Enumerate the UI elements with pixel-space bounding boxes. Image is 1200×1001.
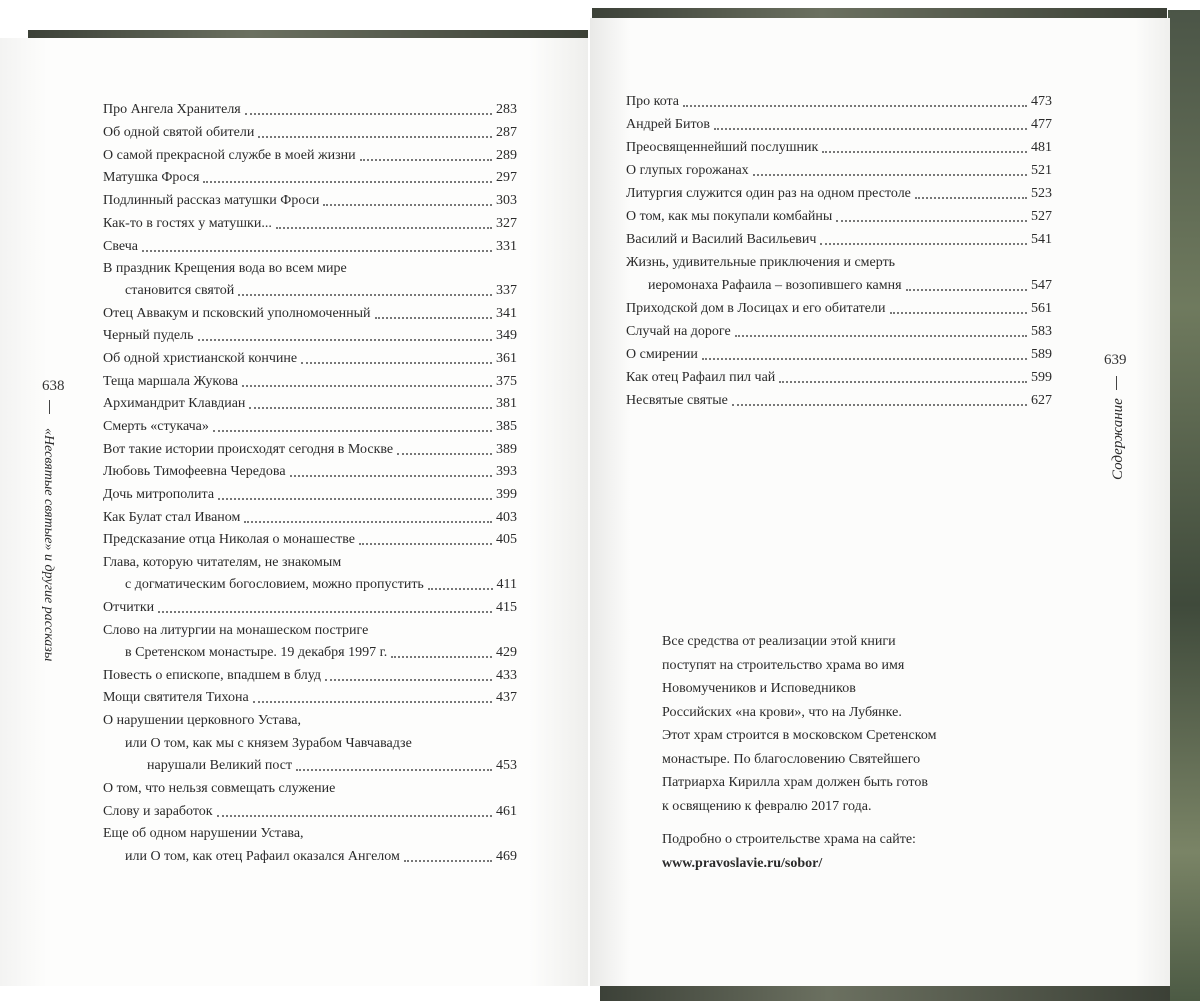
toc-leader bbox=[820, 243, 1027, 245]
toc-entry bbox=[626, 116, 1052, 134]
toc-page: 289 bbox=[496, 148, 517, 163]
toc-page: 349 bbox=[496, 328, 517, 343]
toc-title: Приходской дом в Лосицах и его обитатели bbox=[626, 301, 886, 316]
toc-leader bbox=[198, 339, 492, 341]
toc-leader bbox=[290, 475, 492, 477]
toc-leader bbox=[258, 136, 492, 138]
toc-page: 521 bbox=[1031, 163, 1052, 178]
toc-title: Несвятые святые bbox=[626, 393, 728, 408]
toc-leader bbox=[822, 151, 1027, 153]
toc-entry bbox=[103, 350, 517, 368]
toc-page: 453 bbox=[496, 758, 517, 773]
toc-leader bbox=[906, 289, 1027, 291]
left-page-number: 638 bbox=[42, 378, 65, 394]
toc-page: 481 bbox=[1031, 140, 1052, 155]
toc-leader bbox=[158, 611, 492, 613]
toc-title: В праздник Крещения вода во всем мире bbox=[103, 261, 347, 276]
toc-page: 389 bbox=[496, 442, 517, 457]
toc-page: 405 bbox=[496, 532, 517, 547]
left-margin-rule bbox=[49, 400, 50, 414]
toc-title-continued: или О том, как мы с князем Зурабом Чавчавадзе bbox=[125, 736, 412, 751]
toc-page: 433 bbox=[496, 668, 517, 683]
note-line: поступят на строительство храма во имя bbox=[662, 657, 905, 673]
toc-title: Любовь Тимофеевна Чередова bbox=[103, 464, 286, 479]
note-line: Новомучеников и Исповедников bbox=[662, 681, 856, 696]
note-line: Российских «на крови», что на Лубянке. bbox=[662, 704, 902, 720]
toc-leader bbox=[714, 128, 1027, 130]
toc-title: О том, как мы покупали комбайны bbox=[626, 209, 833, 224]
toc-page: 527 bbox=[1031, 209, 1052, 224]
toc-page: 381 bbox=[496, 396, 517, 411]
toc-leader bbox=[915, 197, 1027, 199]
toc-entry bbox=[626, 369, 1052, 387]
toc-title-continued: или О том, как отец Рафаил оказался Ангелом bbox=[125, 849, 400, 864]
toc-title: Еще об одном нарушении Устава, bbox=[103, 826, 304, 841]
toc-entry bbox=[626, 208, 1052, 226]
toc-entry bbox=[648, 277, 1052, 295]
toc-title: Жизнь, удивительные приключения и смерть bbox=[626, 255, 896, 270]
left-running-head: «Несвятые святые» и другие рассказы bbox=[41, 428, 56, 662]
toc-entry bbox=[103, 441, 517, 459]
toc-leader bbox=[253, 701, 492, 703]
toc-leader bbox=[890, 312, 1028, 314]
toc-entry bbox=[626, 162, 1052, 180]
toc-page: 415 bbox=[496, 600, 517, 615]
toc-title: Про Ангела Хранителя bbox=[103, 102, 241, 117]
toc-leader bbox=[360, 159, 492, 161]
toc-entry bbox=[103, 147, 517, 165]
toc-title: Отец Аввакум и псковский уполномоченный bbox=[103, 306, 371, 321]
toc-entry bbox=[103, 395, 517, 413]
toc-page: 385 bbox=[496, 419, 517, 434]
toc-title: Про кота bbox=[626, 94, 680, 109]
toc-leader bbox=[325, 679, 492, 681]
toc-page: 469 bbox=[496, 849, 517, 864]
toc-page: 473 bbox=[1031, 94, 1052, 109]
toc-title: Дочь митрополита bbox=[103, 487, 215, 502]
toc-leader bbox=[276, 227, 492, 229]
toc-leader bbox=[213, 430, 492, 432]
toc-leader bbox=[702, 358, 1027, 360]
toc-leader bbox=[296, 769, 492, 771]
toc-title-continued: Слову и заработок bbox=[103, 804, 213, 819]
toc-page: 561 bbox=[1031, 301, 1052, 316]
toc-leader bbox=[203, 181, 492, 183]
toc-page: 283 bbox=[496, 102, 517, 117]
toc-leader bbox=[249, 407, 492, 409]
toc-title: О том, что нельзя совмещать служение bbox=[103, 781, 336, 796]
toc-entry bbox=[626, 300, 1052, 318]
cover-edge-bottom bbox=[600, 984, 1170, 1001]
toc-entry bbox=[626, 93, 1052, 111]
toc-leader bbox=[242, 385, 492, 387]
toc-title: Преосвященнейший послушник bbox=[626, 140, 819, 155]
toc-title: О самой прекрасной службе в моей жизни bbox=[103, 148, 356, 163]
toc-title-continued: иеромонаха Рафаила – возопившего камня bbox=[648, 278, 902, 293]
toc-title: Василий и Василий Васильевич bbox=[626, 232, 817, 247]
right-margin-rule bbox=[1116, 376, 1117, 390]
toc-page: 361 bbox=[496, 351, 517, 366]
toc-page: 461 bbox=[496, 804, 517, 819]
toc-page: 411 bbox=[496, 577, 517, 592]
toc-page: 337 bbox=[496, 283, 517, 298]
note-line: Патриарха Кирилла храм должен быть готов bbox=[662, 775, 928, 790]
note-block bbox=[662, 630, 936, 875]
toc-title: Об одной святой обители bbox=[103, 125, 255, 140]
toc-entry bbox=[103, 531, 517, 549]
toc-title: Вот такие истории происходят сегодня в Москве bbox=[103, 442, 394, 457]
toc-title: Смерть «стукача» bbox=[103, 419, 209, 434]
toc-leader bbox=[244, 521, 492, 523]
toc-entry bbox=[103, 667, 517, 685]
toc-title: Литургия служится один раз на одном престоле bbox=[626, 186, 911, 201]
toc-leader bbox=[391, 656, 492, 658]
toc-title-continued: становится святой bbox=[125, 283, 235, 298]
toc-entry bbox=[103, 192, 517, 210]
toc-page: 583 bbox=[1031, 324, 1052, 339]
cover-edge-right bbox=[1168, 10, 1200, 1001]
toc-leader bbox=[142, 250, 492, 252]
toc-page: 375 bbox=[496, 374, 517, 389]
toc-page: 297 bbox=[496, 170, 517, 185]
toc-title: Архимандрит Клавдиан bbox=[103, 396, 246, 411]
right-running-head: Содержание bbox=[1110, 398, 1126, 480]
toc-leader bbox=[683, 105, 1027, 107]
toc-title: Отчитки bbox=[103, 600, 155, 615]
toc-page: 403 bbox=[496, 510, 517, 525]
toc-entry bbox=[125, 848, 517, 866]
toc-title: О глупых горожанах bbox=[626, 163, 749, 178]
toc-entry bbox=[626, 323, 1052, 341]
toc-page: 477 bbox=[1031, 117, 1052, 132]
toc-page: 547 bbox=[1031, 278, 1052, 293]
toc-leader bbox=[735, 335, 1027, 337]
toc-entry bbox=[103, 169, 517, 187]
toc-leader bbox=[836, 220, 1027, 222]
toc-entry bbox=[103, 463, 517, 481]
website-label: Подробно о строительстве храма на сайте: bbox=[662, 832, 916, 847]
toc-title: О нарушении церковного Устава, bbox=[103, 713, 301, 728]
toc-entry bbox=[103, 101, 517, 119]
toc-entry bbox=[103, 124, 517, 142]
toc-page: 287 bbox=[496, 125, 517, 140]
toc-title: Теща маршала Жукова bbox=[103, 374, 239, 389]
toc-leader bbox=[779, 381, 1027, 383]
toc-entry bbox=[103, 305, 517, 323]
toc-page: 327 bbox=[496, 216, 517, 231]
toc-leader bbox=[301, 362, 492, 364]
toc-title: Свеча bbox=[103, 239, 138, 254]
toc-entry bbox=[147, 757, 517, 775]
toc-page: 599 bbox=[1031, 370, 1052, 385]
toc-entry bbox=[103, 486, 517, 504]
toc-entry bbox=[103, 215, 517, 233]
toc-title-continued: нарушали Великий пост bbox=[147, 758, 293, 773]
toc-leader bbox=[375, 317, 492, 319]
toc-leader bbox=[404, 860, 492, 862]
toc-entry bbox=[626, 139, 1052, 157]
toc-entry bbox=[103, 509, 517, 527]
toc-title: Черный пудель bbox=[103, 328, 194, 343]
toc-title: Глава, которую читателям, не знакомым bbox=[103, 555, 342, 570]
toc-page: 589 bbox=[1031, 347, 1052, 362]
toc-leader bbox=[245, 113, 492, 115]
toc-title: Слово на литургии на монашеском постриге bbox=[103, 623, 369, 638]
toc-entry bbox=[103, 327, 517, 345]
toc-title: Андрей Битов bbox=[626, 117, 711, 132]
note-line: Этот храм строится в московском Сретенском bbox=[662, 728, 937, 743]
toc-entry bbox=[103, 418, 517, 436]
toc-page: 523 bbox=[1031, 186, 1052, 201]
toc-title: Об одной христианской кончине bbox=[103, 351, 298, 366]
toc-entry bbox=[103, 689, 517, 707]
toc-entry bbox=[125, 644, 517, 662]
toc-page: 429 bbox=[496, 645, 517, 660]
toc-leader bbox=[732, 404, 1027, 406]
toc-entry bbox=[103, 599, 517, 617]
toc-title: Предсказание отца Николая о монашестве bbox=[103, 532, 355, 547]
toc-entry bbox=[103, 373, 517, 391]
toc-leader bbox=[217, 815, 492, 817]
toc-title: Матушка Фрося bbox=[103, 170, 200, 185]
toc-page: 331 bbox=[496, 239, 517, 254]
toc-leader bbox=[238, 294, 492, 296]
toc-page: 437 bbox=[496, 690, 517, 705]
toc-entry bbox=[125, 282, 517, 300]
toc-entry bbox=[626, 346, 1052, 364]
website-link[interactable]: www.pravoslavie.ru/sobor/ bbox=[662, 855, 823, 871]
toc-page: 541 bbox=[1031, 232, 1052, 247]
toc-page: 341 bbox=[496, 306, 517, 321]
toc-leader bbox=[753, 174, 1027, 176]
toc-entry bbox=[626, 392, 1052, 410]
toc-page: 303 bbox=[496, 193, 517, 208]
toc-entry bbox=[626, 231, 1052, 249]
toc-entry bbox=[626, 185, 1052, 203]
toc-leader bbox=[359, 543, 492, 545]
toc-title-continued: в Сретенском монастыре. 19 декабря 1997 г. bbox=[125, 645, 388, 660]
toc-page: 399 bbox=[496, 487, 517, 502]
toc-leader bbox=[323, 204, 492, 206]
right-page-number: 639 bbox=[1104, 352, 1127, 368]
toc-leader bbox=[428, 588, 493, 590]
toc-title: Как отец Рафаил пил чай bbox=[626, 370, 776, 385]
toc-title: Как-то в гостях у матушки... bbox=[103, 216, 272, 231]
note-line: монастыре. По благословению Святейшего bbox=[662, 751, 921, 767]
toc-entry bbox=[103, 238, 517, 256]
toc-title: О смирении bbox=[626, 347, 698, 362]
toc-title: Повесть о епископе, впадшем в блуд bbox=[103, 668, 322, 683]
toc-leader bbox=[397, 453, 492, 455]
toc-page: 627 bbox=[1031, 393, 1052, 408]
toc-title: Мощи святителя Тихона bbox=[103, 690, 249, 705]
toc-title: Случай на дороге bbox=[626, 324, 731, 339]
toc-title: Подлинный рассказ матушки Фроси bbox=[103, 193, 320, 208]
toc-title-continued: с догматическим богословием, можно пропустить bbox=[125, 577, 424, 592]
note-line: Все средства от реализации этой книги bbox=[662, 634, 896, 649]
toc-entry bbox=[103, 803, 517, 821]
toc-page: 393 bbox=[496, 464, 517, 479]
toc-title: Как Булат стал Иваном bbox=[103, 510, 241, 525]
toc-leader bbox=[218, 498, 492, 500]
note-line: к освящению к февралю 2017 года. bbox=[662, 798, 872, 814]
toc-entry bbox=[125, 576, 517, 594]
